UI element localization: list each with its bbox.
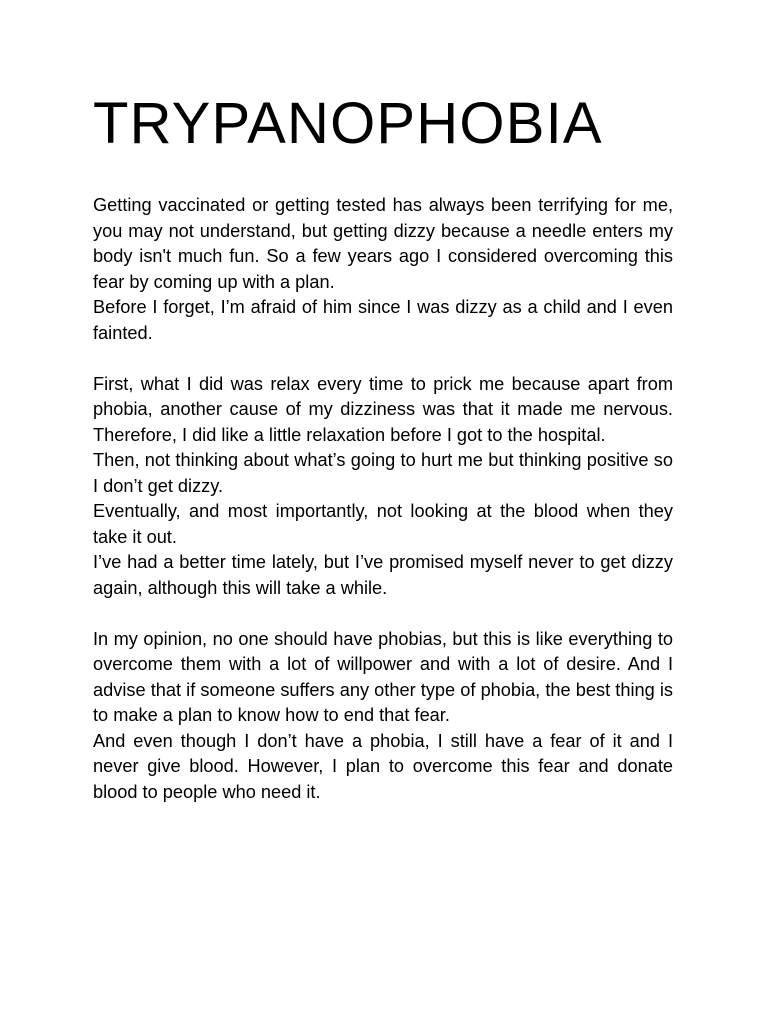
paragraph: I’ve had a better time lately, but I’ve promised myself never to get dizzy again, although this will take a while.: [93, 552, 673, 598]
paragraph: And even though I don’t have a phobia, I still have a fear of it and I never give blood. However, I plan to overcome this fear and donate blood to people who need it.: [93, 730, 673, 802]
paragraph: In my opinion, no one should have phobias, but this is like everything to overcome them with a lot of willpower and with a lot of desire. And I advise that if someone suffers any other type of phobia, the best thing is to make a plan to know how to end that fear.: [93, 628, 673, 725]
section-intro: [93, 193, 673, 346]
paragraph: Eventually, and most importantly, not looking at the blood when they take it out.: [93, 501, 673, 547]
document-title: TRYPANOPHOBIA: [93, 91, 603, 156]
document-body: [93, 193, 673, 805]
paragraph: Getting vaccinated or getting tested has always been terrifying for me, you may not understand, but getting dizzy because a needle enters my body isn't much fun. So a few years ago I considered overcoming this fear by coming up with a plan.: [93, 195, 673, 292]
section-conclusion: [93, 627, 673, 806]
section-steps: [93, 372, 673, 602]
paragraph: First, what I did was relax every time to prick me because apart from phobia, another cause of my dizziness was that it made me nervous. Therefore, I did like a little relaxation before I got to the hospital.: [93, 373, 673, 445]
paragraph-spacer: [93, 346, 673, 372]
paragraph: Then, not thinking about what’s going to hurt me but thinking positive so I don’t get dizzy.: [93, 450, 673, 496]
paragraph-spacer: [93, 601, 673, 627]
paragraph: Before I forget, I’m afraid of him since I was dizzy as a child and I even fainted.: [93, 297, 673, 343]
